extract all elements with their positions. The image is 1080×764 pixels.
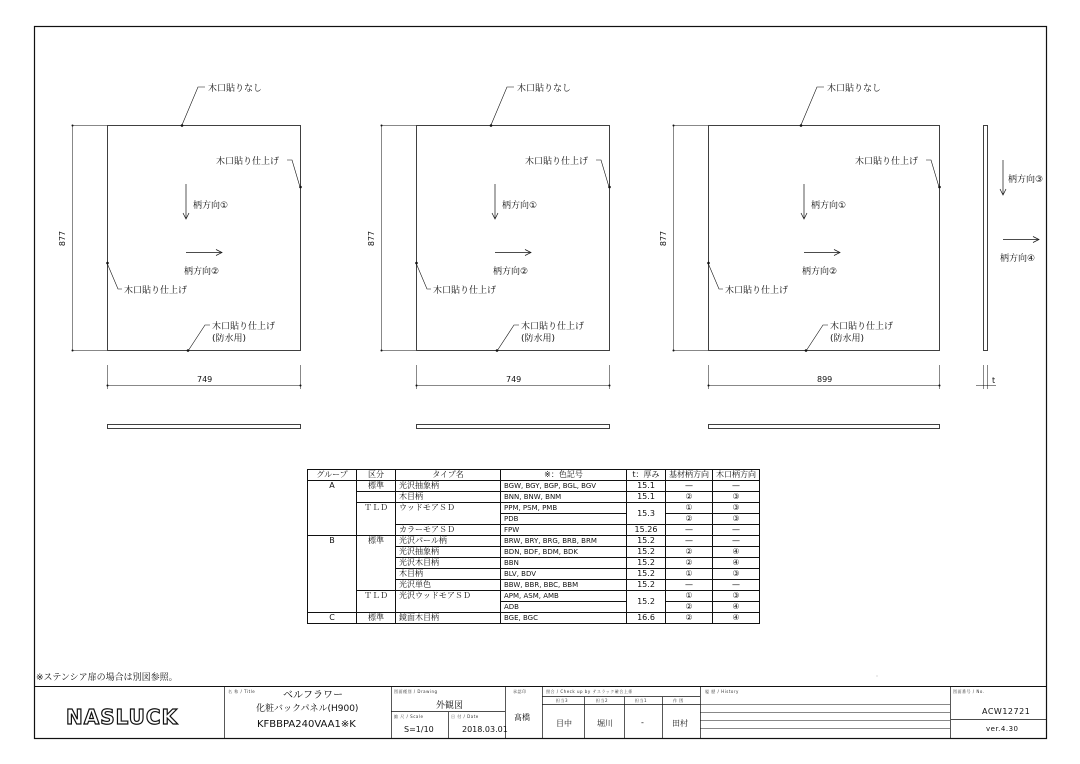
cell-base: ② [666, 547, 713, 558]
drawing-kind: 外観図 [436, 701, 464, 711]
version: ver.4.30 [986, 725, 1019, 733]
product-subname: 化粧バックパネル(H900) [256, 704, 359, 714]
approved-caption: 承認印 [513, 689, 527, 694]
cell-edge: ③ [713, 503, 760, 514]
cell-thickness: 15.2 [627, 536, 666, 547]
cell-thickness: 15.2 [627, 547, 666, 558]
scale-caption: 縮 尺 / Scale [394, 714, 424, 719]
cell-base: — [666, 536, 713, 547]
cell-base: ① [666, 503, 713, 514]
cell-type: 光沢パール柄 [396, 536, 501, 547]
cell-kubun: ＴＬＤ [357, 591, 396, 613]
panel-1-label-right: 木口貼り仕上げ [216, 157, 280, 167]
table-row [308, 536, 760, 547]
spec-table [307, 469, 760, 624]
side-grain-3: 柄方向③ [1008, 175, 1044, 185]
drawing-kind-caption: 図面種別 / Drawing [394, 689, 438, 694]
cell-code: BNN, BNW, BNM [501, 492, 627, 503]
check-caption: 照合 / Check up by テスラック確合上係 [546, 689, 633, 694]
part-number: KFBBPA240VAA1※K [257, 719, 356, 730]
header-type: タイプ名 [396, 470, 501, 481]
cell-thickness: 15.26 [627, 525, 666, 536]
cell-base: ① [666, 591, 713, 602]
panel-2-label-bottom: 木口貼り仕上げ [521, 322, 585, 332]
panel-1-width-dim: 749 [197, 375, 213, 384]
cell-code: BBN [501, 558, 627, 569]
panel-1-grain-1: 柄方向① [193, 201, 229, 211]
cell-type: 光沢抽象柄 [396, 547, 501, 558]
cell-code: BRW, BRY, BRG, BRB, BRM [501, 536, 627, 547]
cell-thickness: 15.2 [627, 558, 666, 569]
cell-code: FPW [501, 525, 627, 536]
cell-thickness: 15.1 [627, 492, 666, 503]
cell-type: 光沢ウッドモアＳＤ [396, 591, 501, 613]
table-row [308, 613, 760, 624]
cell-code: BGE, BGC [501, 613, 627, 624]
cell-base: ② [666, 514, 713, 525]
panel-2-label-bottom-sub: (防水用) [521, 334, 556, 344]
cell-edge: ④ [713, 558, 760, 569]
panel-3-label-bottom-sub: (防水用) [830, 334, 865, 344]
cell-type: 木目柄 [396, 492, 501, 503]
cell-group: C [308, 613, 357, 624]
panel-1-label-left: 木口貼り仕上げ [124, 286, 188, 296]
panel-1-height-dim: 877 [58, 230, 68, 247]
cell-thickness: 15.1 [627, 481, 666, 492]
cell-base: ② [666, 558, 713, 569]
header-color-code: ※：色記号 [501, 470, 627, 481]
check-col-2: 担当2 [596, 698, 609, 703]
side-grain-4: 柄方向④ [1000, 254, 1036, 264]
cell-kubun: ＴＬＤ [357, 503, 396, 536]
panel-2-label-left: 木口貼り仕上げ [433, 286, 497, 296]
cell-base: — [666, 580, 713, 591]
cell-type: 光沢単色 [396, 580, 501, 591]
table-row [308, 481, 760, 492]
panel-3-label-bottom: 木口貼り仕上げ [830, 322, 894, 332]
product-name: ベルフラワー [283, 690, 343, 701]
cell-kubun [357, 492, 396, 503]
check-val-1: 目中 [556, 719, 572, 728]
panel-3-label-top: 木口貼りなし [827, 84, 882, 94]
cell-kubun: 標準 [357, 613, 396, 624]
check-col-3: 担当1 [635, 698, 648, 703]
cell-type: 光沢抽象柄 [396, 481, 501, 492]
cell-edge: ③ [713, 569, 760, 580]
date-value: 2018.03.01 [462, 725, 508, 734]
cell-base: — [666, 481, 713, 492]
cell-edge: — [713, 481, 760, 492]
cell-edge: ④ [713, 602, 760, 613]
panel-2 [381, 87, 610, 429]
cell-code: APM, ASM, AMB [501, 591, 627, 602]
cell-base: ② [666, 613, 713, 624]
spec-table-header [308, 470, 760, 481]
cell-edge: ③ [713, 514, 760, 525]
cell-code: BGW, BGY, BGP, BGL, BGV [501, 481, 627, 492]
panel-1-grain-2: 柄方向② [184, 267, 220, 277]
cell-base: ② [666, 492, 713, 503]
cell-code: ADB [501, 602, 627, 613]
history-caption: 履 歴 / History [705, 689, 739, 694]
panel-2-height-dim: 877 [367, 230, 377, 247]
panel-3-label-left: 木口貼り仕上げ [725, 286, 789, 296]
cell-code: BDN, BDF, BDM, BDK [501, 547, 627, 558]
cell-type: 木目柄 [396, 569, 501, 580]
cell-code: BBW, BBR, BBC, BBM [501, 580, 627, 591]
cell-code: PDB [501, 514, 627, 525]
panel-3-grain-1: 柄方向① [811, 201, 847, 211]
name-caption: 名 称 / Title [228, 689, 256, 694]
drawing-number: ACW12721 [982, 707, 1031, 716]
panel-3-label-right: 木口貼り仕上げ [855, 157, 919, 167]
approved-name: 髙橋 [514, 713, 530, 722]
panel-2-width-dim: 749 [506, 375, 522, 384]
panel-1-label-top: 木口貼りなし [208, 84, 263, 94]
table-row [308, 492, 760, 503]
table-row [308, 503, 760, 514]
panel-3-height-dim: 877 [659, 230, 669, 247]
cell-edge: ④ [713, 613, 760, 624]
check-val-2: 堀川 [597, 719, 613, 728]
cell-base: ② [666, 602, 713, 613]
cell-edge: ④ [713, 547, 760, 558]
cell-thickness: 16.6 [627, 613, 666, 624]
cell-thickness: 15.3 [627, 503, 666, 525]
nasluck-logo: NASLUCK [66, 705, 179, 729]
panel-1 [72, 87, 301, 429]
date-caption: 日 付 / Date [451, 714, 479, 719]
cell-edge: ③ [713, 591, 760, 602]
panel-2-grain-1: 柄方向① [502, 201, 538, 211]
header-kubun: 区分 [357, 470, 396, 481]
cell-group: B [308, 536, 357, 613]
cell-type: 光沢木目柄 [396, 558, 501, 569]
panel-2-grain-2: 柄方向② [493, 267, 529, 277]
cell-edge: — [713, 525, 760, 536]
table-row [308, 591, 760, 602]
cell-code: PPM, PSM, PMB [501, 503, 627, 514]
cell-group: A [308, 481, 357, 536]
header-thickness: t：厚み [627, 470, 666, 481]
check-val-3: - [641, 718, 644, 727]
check-col-1: 担当3 [556, 698, 569, 703]
panel-1-label-bottom: 木口貼り仕上げ [212, 322, 276, 332]
cell-edge: — [713, 536, 760, 547]
panel-2-label-top: 木口貼りなし [517, 84, 572, 94]
panel-2-label-right: 木口貼り仕上げ [525, 157, 589, 167]
check-col-4: 作 図 [673, 698, 684, 703]
cell-thickness: 15.2 [627, 569, 666, 580]
stencia-note: ※ステンシア扉の場合は別図参照。 [36, 673, 178, 683]
sheet-border [35, 27, 1047, 739]
cell-type: カラーモアＳＤ [396, 525, 501, 536]
panel-3-grain-2: 柄方向② [802, 267, 838, 277]
cell-code: BLV, BDV [501, 569, 627, 580]
cell-edge: ③ [713, 492, 760, 503]
cell-type: 鏡面木目柄 [396, 613, 501, 624]
side-thickness-dim: t [992, 376, 996, 385]
cell-kubun: 標準 [357, 536, 396, 591]
drawing-no-caption: 図面番号 / No. [953, 689, 985, 694]
cell-edge: — [713, 580, 760, 591]
scale-value: S=1/10 [404, 725, 434, 734]
panel-3-width-dim: 899 [817, 375, 833, 384]
cell-type: ウッドモアＳＤ [396, 503, 501, 525]
header-edge-grain: 木口柄方向 [713, 470, 760, 481]
cell-base: — [666, 525, 713, 536]
cell-thickness: 15.2 [627, 591, 666, 613]
cell-thickness: 15.2 [627, 580, 666, 591]
header-group: グループ [308, 470, 357, 481]
cell-base: ① [666, 569, 713, 580]
panel-1-label-bottom-sub: (防水用) [212, 334, 247, 344]
cell-kubun: 標準 [357, 481, 396, 492]
header-base-grain: 基材柄方向 [666, 470, 713, 481]
check-val-4: 田村 [672, 719, 688, 728]
panel-3 [673, 87, 940, 429]
